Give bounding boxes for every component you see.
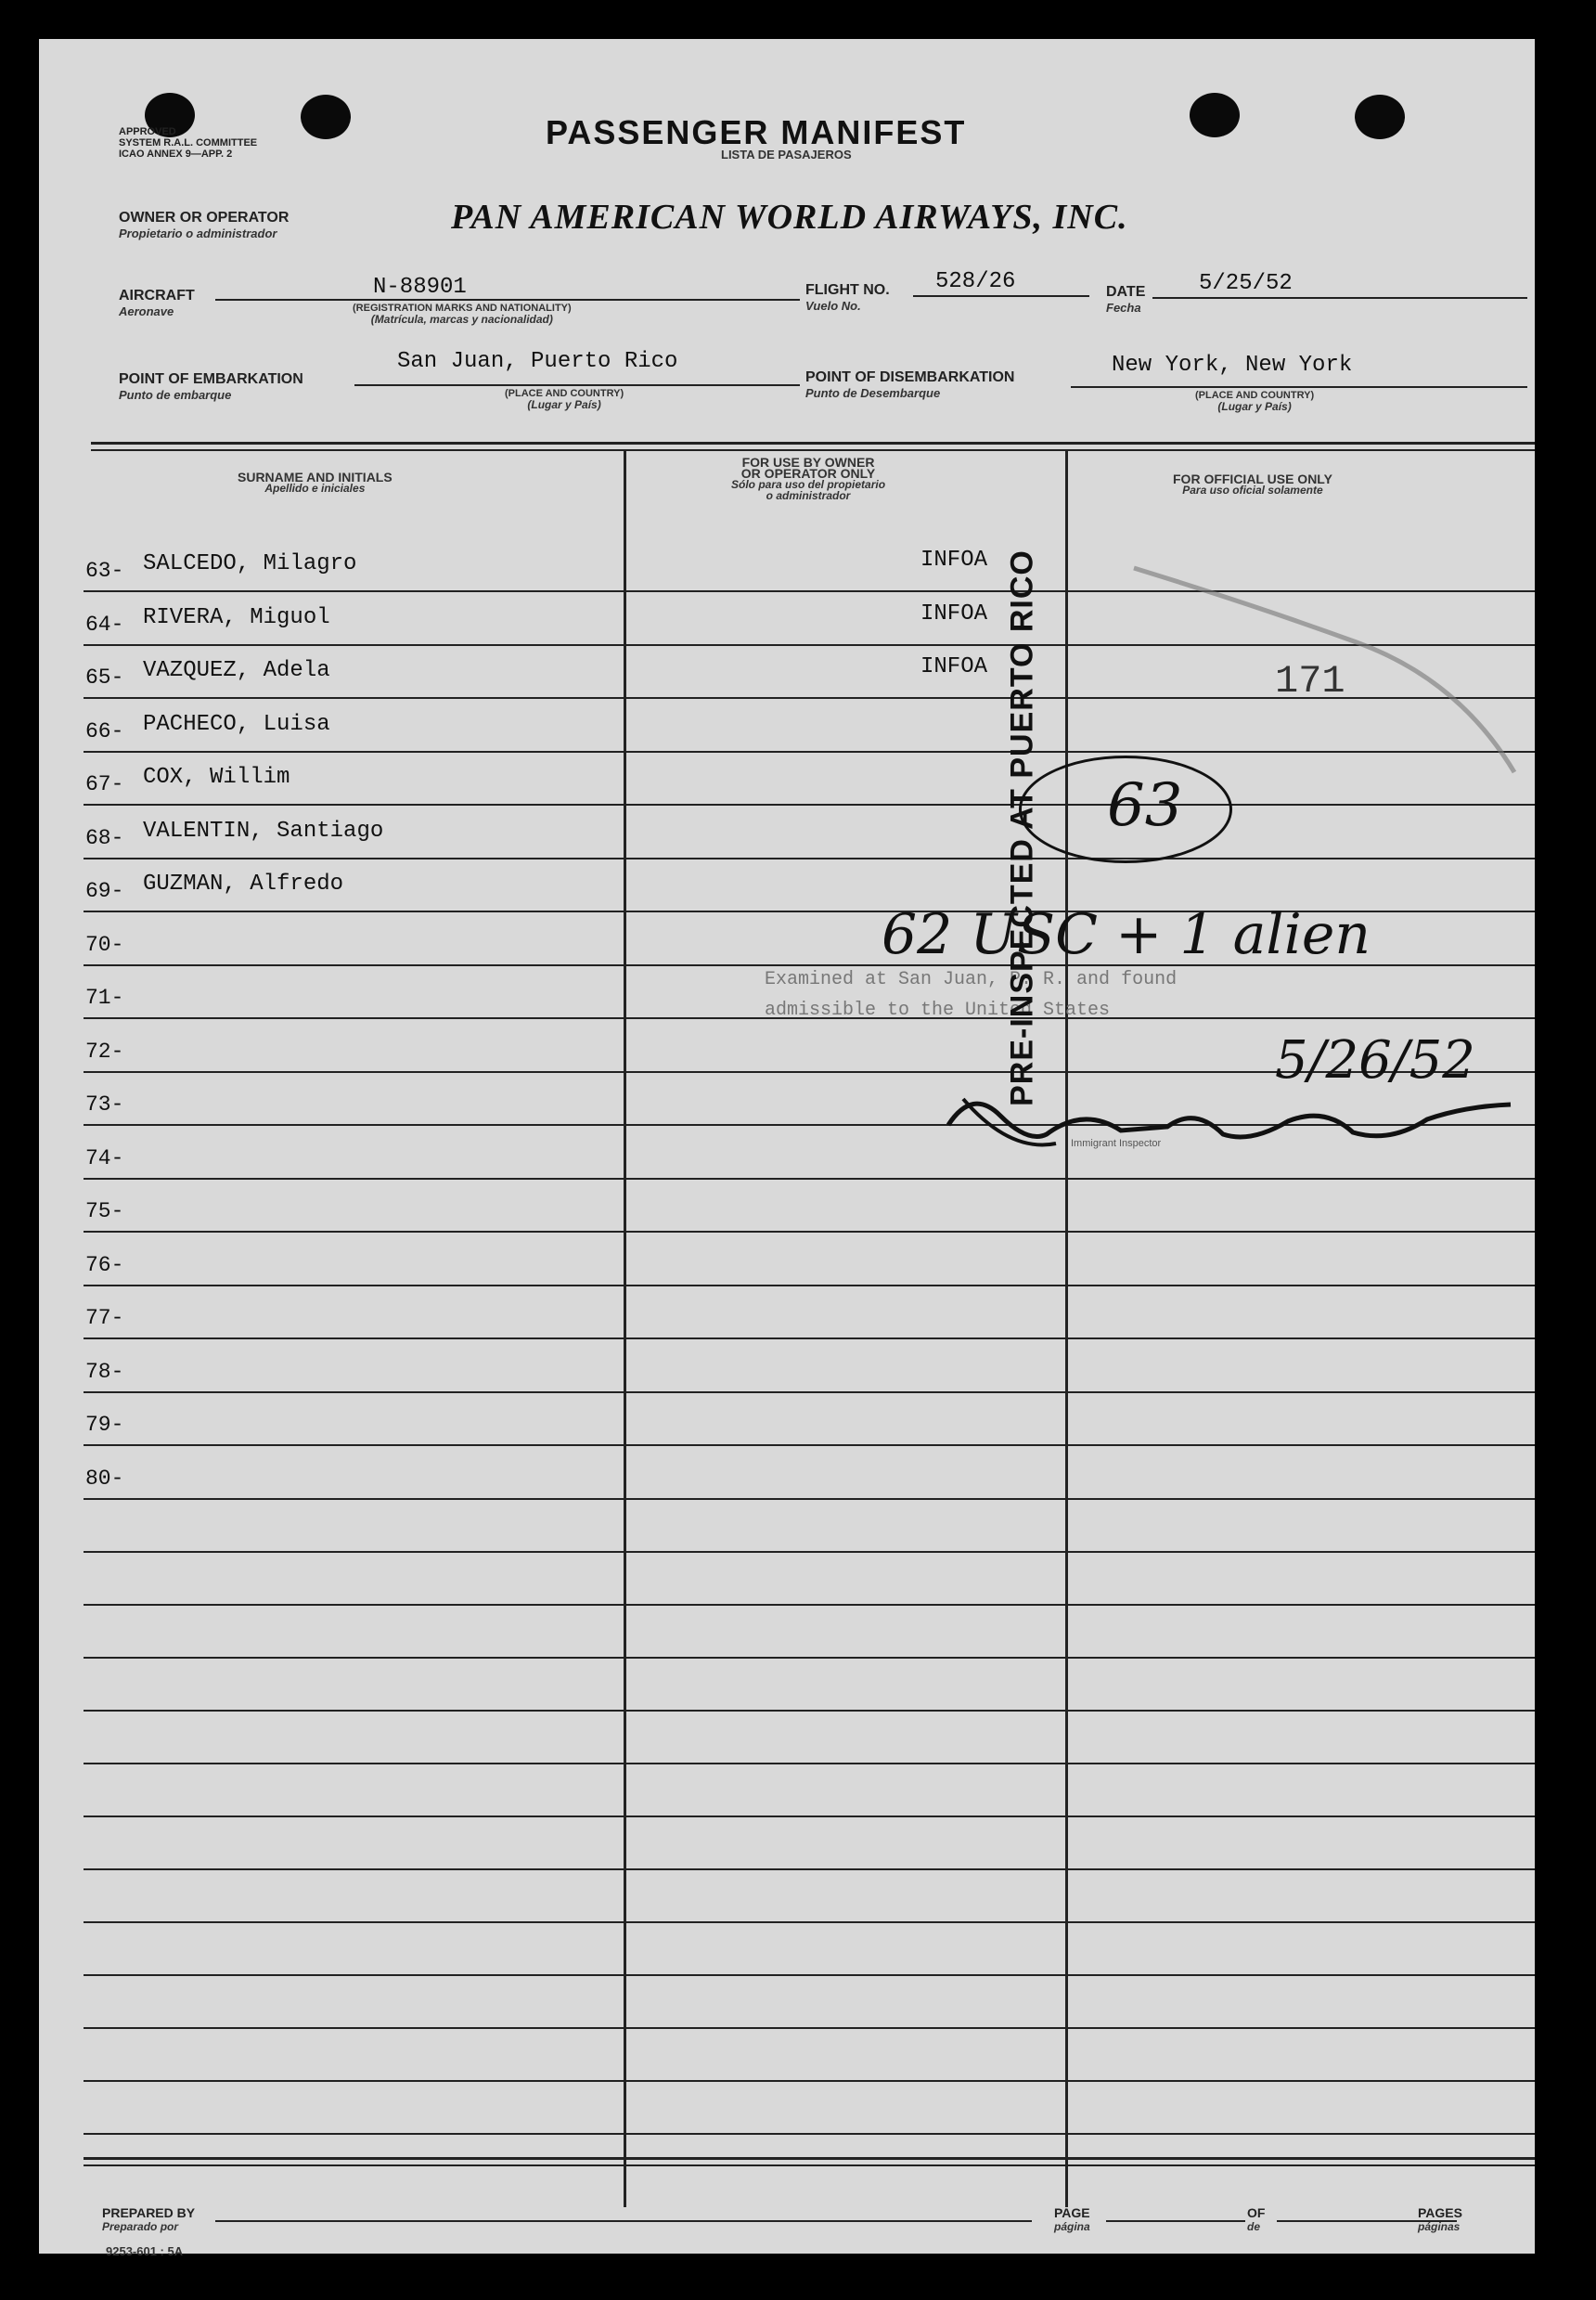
- column-header-text: FOR OFFICIAL USE ONLY: [1173, 472, 1332, 486]
- column-header-text-es: Para uso oficial solamente: [1182, 484, 1323, 497]
- pages-label: PAGES: [1418, 2205, 1462, 2220]
- table-bottom-rule: [84, 2164, 1535, 2166]
- circled-count-text: 63: [1107, 771, 1183, 840]
- date-value: 5/25/52: [1199, 271, 1293, 296]
- inspector-caption: Immigrant Inspector: [1071, 1138, 1162, 1149]
- date-underline: [1152, 297, 1527, 299]
- table-row: [39, 1402, 1535, 1444]
- row-number: 73-: [85, 1092, 124, 1117]
- row-number: 75-: [85, 1199, 124, 1223]
- page-label-es: página: [1054, 2220, 1090, 2233]
- row-number: 68-: [85, 826, 124, 850]
- passenger-name: GUZMAN, Alfredo: [143, 872, 344, 897]
- row-number: 66-: [85, 719, 124, 743]
- row-number: 65-: [85, 665, 124, 690]
- column-header-text: FOR USE BY OWNER: [741, 455, 875, 470]
- row-number: 64-: [85, 613, 124, 637]
- punch-hole: [1355, 95, 1405, 139]
- row-rule: [84, 1285, 1535, 1286]
- row-number: 71-: [85, 986, 124, 1010]
- row-rule: [84, 1444, 1535, 1446]
- blank-row-rule: [84, 2133, 1535, 2135]
- blank-row-rule: [84, 1921, 1535, 1923]
- aircraft-underline: [215, 299, 800, 301]
- row-number: 72-: [85, 1040, 124, 1064]
- approval-line: SYSTEM R.A.L. COMMITTEE: [119, 137, 258, 149]
- of-label-es: de: [1247, 2220, 1261, 2233]
- owner-label-es: Propietario o administrador: [119, 226, 277, 240]
- disembark-underline: [1071, 386, 1527, 388]
- row-rule: [84, 1231, 1535, 1233]
- embark-caption: [505, 388, 624, 410]
- row-rule: [84, 1178, 1535, 1180]
- pre-inspection-stamp: PRE-INSPECTED AT PUERTO RICO: [1004, 549, 1040, 1106]
- flight-label-es: Vuelo No.: [805, 299, 861, 313]
- embark-caption-en: (PLACE AND COUNTRY): [505, 388, 624, 399]
- row-number: 63-: [85, 559, 124, 583]
- disembark-label-block: [805, 369, 1014, 400]
- column-header-text: OR OPERATOR ONLY: [740, 466, 876, 481]
- disembark-caption-en: (PLACE AND COUNTRY): [1195, 390, 1315, 401]
- manifest-sheet: [39, 39, 1535, 2258]
- embark-value: San Juan, Puerto Rico: [397, 349, 678, 374]
- passenger-name: COX, Willim: [143, 765, 290, 790]
- owner-code: INFOA: [920, 601, 988, 627]
- blank-row-rule: [84, 1868, 1535, 1870]
- blank-row-rule: [84, 1974, 1535, 1976]
- row-number: 77-: [85, 1306, 124, 1330]
- aircraft-label-block: [119, 288, 195, 318]
- table-top-rule: [91, 442, 1535, 445]
- disembark-label-es: Punto de Desembarque: [805, 386, 941, 400]
- page-title: PASSENGER MANIFEST: [546, 113, 967, 151]
- pages-field: [1418, 2205, 1462, 2233]
- owner-code: INFOA: [920, 654, 988, 679]
- examined-line: admissible to the United States: [765, 1000, 1111, 1021]
- approval-block: [119, 126, 257, 160]
- pages-label-es: páginas: [1418, 2220, 1461, 2233]
- passenger-name: SALCEDO, Milagro: [143, 551, 357, 576]
- prepared-label: PREPARED BY: [102, 2205, 196, 2220]
- flight-label-block: [805, 282, 890, 313]
- column-header-text-es: Sólo para uso del propietario: [731, 478, 886, 491]
- passenger-name: VAZQUEZ, Adela: [143, 658, 330, 683]
- disembark-caption-es: (Lugar y País): [1217, 400, 1292, 413]
- flight-value: 528/26: [935, 269, 1016, 294]
- punch-hole: [301, 95, 351, 139]
- column-header-text-es: Apellido e iniciales: [264, 482, 366, 495]
- prepared-by: [102, 2205, 195, 2233]
- row-rule: [84, 1498, 1535, 1500]
- row-rule: [84, 1391, 1535, 1393]
- of-field: [1247, 2205, 1265, 2233]
- punch-hole: [1190, 93, 1240, 137]
- stray-mark: [1115, 540, 1524, 782]
- aircraft-caption-en: (REGISTRATION MARKS AND NATIONALITY): [353, 303, 572, 314]
- blank-row-rule: [84, 1657, 1535, 1659]
- column-header-official: [1173, 473, 1332, 496]
- disembark-caption: [1195, 390, 1314, 412]
- blank-row-rule: [84, 2080, 1535, 2082]
- examined-line: Examined at San Juan, P. R. and found: [765, 969, 1178, 990]
- page-subtitle: LISTA DE PASAJEROS: [721, 148, 852, 162]
- blank-row-rule: [84, 2027, 1535, 2029]
- row-rule: [84, 858, 1535, 859]
- prepared-underline: [215, 2220, 1032, 2222]
- embark-caption-es: (Lugar y País): [527, 398, 601, 411]
- form-number: 9253-601 : 5A: [106, 2244, 184, 2258]
- table-row: [39, 1349, 1535, 1391]
- table-row: [39, 1455, 1535, 1498]
- handwritten-count-note: 62 USC + 1 alien: [882, 902, 1371, 967]
- flight-label: FLIGHT NO.: [805, 282, 890, 298]
- disembark-label: POINT OF DISEMBARKATION: [805, 369, 1015, 385]
- page-underline: [1106, 2220, 1245, 2222]
- aircraft-value: N-88901: [373, 275, 467, 300]
- table-row: [39, 1242, 1535, 1285]
- of-label: OF: [1247, 2205, 1266, 2220]
- owner-value: PAN AMERICAN WORLD AIRWAYS, INC.: [451, 198, 1128, 237]
- page-label: PAGE: [1054, 2205, 1090, 2220]
- aircraft-caption-es: (Matrícula, marcas y nacionalidad): [370, 313, 553, 326]
- row-number: 76-: [85, 1253, 124, 1277]
- row-rule: [84, 804, 1535, 806]
- table-row: [39, 1188, 1535, 1231]
- passenger-name: PACHECO, Luisa: [143, 712, 330, 737]
- approval-line: APPROVED: [119, 126, 176, 137]
- passenger-name: RIVERA, Miguol: [143, 605, 330, 630]
- embark-label-es: Punto de embarque: [119, 388, 232, 402]
- row-number: 79-: [85, 1413, 124, 1437]
- owner-code: INFOA: [920, 548, 988, 573]
- date-label: DATE: [1106, 284, 1146, 300]
- table-row: [39, 815, 1535, 858]
- aircraft-label: AIRCRAFT: [119, 288, 195, 304]
- flight-underline: [913, 295, 1089, 297]
- aircraft-label-es: Aeronave: [119, 304, 174, 318]
- owner-label: OWNER OR OPERATOR: [119, 210, 290, 226]
- embark-label: POINT OF EMBARKATION: [119, 371, 303, 387]
- column-header-text-es: o administrador: [766, 489, 851, 502]
- passenger-name: VALENTIN, Santiago: [143, 819, 384, 844]
- date-label-es: Fecha: [1106, 301, 1141, 315]
- owner-label-block: [119, 210, 289, 240]
- approval-line: ICAO ANNEX 9—APP. 2: [119, 149, 233, 160]
- embark-underline: [354, 384, 800, 386]
- official-number: 171: [1275, 659, 1345, 704]
- column-header-text: SURNAME AND INITIALS: [238, 470, 393, 485]
- blank-row-rule: [84, 1710, 1535, 1712]
- date-label-block: [1106, 284, 1145, 315]
- embark-label-block: [119, 371, 303, 402]
- column-header-owner: [731, 457, 885, 501]
- blank-row-rule: [84, 1815, 1535, 1817]
- page-field: [1054, 2205, 1090, 2233]
- table-top-rule: [91, 449, 1535, 451]
- row-number: 78-: [85, 1360, 124, 1384]
- blank-row-rule: [84, 1763, 1535, 1764]
- circled-count: [1019, 756, 1232, 863]
- blank-row-rule: [84, 1551, 1535, 1553]
- examined-note: [765, 969, 1177, 1021]
- row-number: 67-: [85, 772, 124, 796]
- prepared-label-es: Preparado por: [102, 2220, 179, 2233]
- aircraft-caption: [353, 303, 572, 325]
- table-row: [39, 1295, 1535, 1337]
- row-number: 74-: [85, 1146, 124, 1170]
- row-number: 70-: [85, 933, 124, 957]
- row-number: 80-: [85, 1467, 124, 1491]
- blank-row-rule: [84, 1604, 1535, 1606]
- inspection-date: 5/26/52: [1275, 1030, 1475, 1091]
- table-bottom-rule: [84, 2157, 1535, 2160]
- row-rule: [84, 1337, 1535, 1339]
- row-number: 69-: [85, 879, 124, 903]
- column-header-name: [238, 472, 393, 494]
- disembark-value: New York, New York: [1112, 353, 1353, 378]
